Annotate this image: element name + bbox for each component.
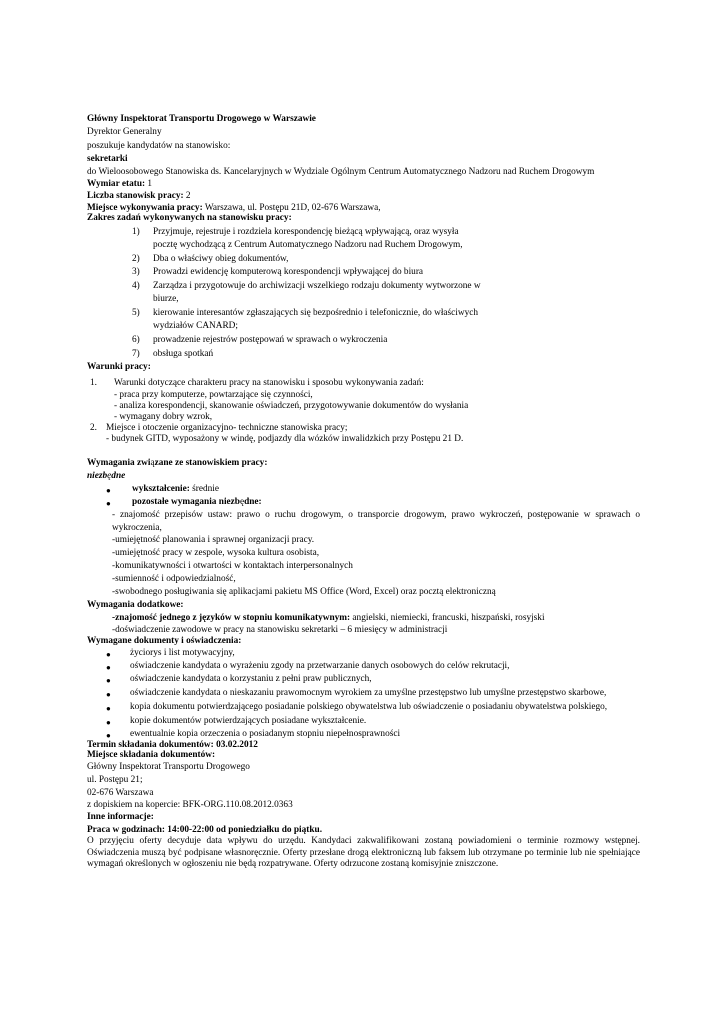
task-text: Prowadzi ewidencję komputerową korespondencji wpływającej do biura <box>153 267 424 277</box>
unit-line: do Wieloosobowego Stanowiska ds. Kancelaryjnych w Wydziale Ogólnym Centrum Automatycznego Nadzoru nad Ruchem Drogowym <box>87 167 595 177</box>
count-label: Liczba stanowisk pracy: <box>87 191 184 201</box>
document-item: oświadczenie kandydata o korzystaniu z pełni praw publicznych, <box>130 674 372 684</box>
other-info-heading: Inne informacje: <box>87 812 154 822</box>
documents-heading: Wymagane dokumenty i oświadczenia: <box>87 636 242 646</box>
document-item: oświadczenie kandydata o wyrażeniu zgody na przetwarzanie danych osobowych do celów rekrutacji, <box>130 661 510 671</box>
required-label <box>87 472 125 481</box>
condition-text: Miejsce i otoczenie organizacyjno- techniczne stanowiska pracy; <box>106 423 348 433</box>
additional-heading: Wymagania dodatkowe: <box>87 600 184 610</box>
deadline: Termin składania dokumentów: 03.02.2012 <box>87 740 258 750</box>
task-number: 7) <box>132 349 140 359</box>
other-info-note: O przyjęciu oferty decyduje data wpływu do urzędu. Kandydaci zakwalifikowani zostaną powiadomieni o terminie rozmowy wstępnej. Oświadczenia muszą być podpisane własnoręcznie. Oferty przesłane drogą elektroniczną lub faksem lub otrzymane po terminie lub nie spełniające wymagań określonych w ogłoszeniu nie będą rozpatrywane. Oferty odrzucone zostaną komisyjnie zniszczone. <box>87 836 640 870</box>
language-line <box>112 614 545 623</box>
required-label-c: dne <box>111 471 126 481</box>
language-value: angielski, niemiecki, francuski, hiszpański, rosyjski <box>350 613 545 623</box>
requirements-heading-a: Wymagania zwi <box>87 458 151 468</box>
count-line <box>87 192 191 201</box>
task-number: 5) <box>132 308 140 318</box>
task-text: Zarządza i przygotowuje do archiwizacji wszelkiego rodzaju dokumenty wytworzone w <box>153 281 481 291</box>
condition-text: Warunki dotyczące charakteru pracy na stanowisku i sposobu wykonywania zadań: <box>114 378 424 388</box>
position-title: sekretarki <box>87 154 128 164</box>
bullet-icon: ● <box>106 704 111 713</box>
task-text: obsługa spotkań <box>153 349 214 359</box>
task-number: 2) <box>132 254 140 264</box>
submission-place-heading: Miejsce składania dokumentów: <box>87 750 216 760</box>
condition-sub: - budynek GITD, wyposażony w windę, podjazdy dla wózków inwalidzkich przy Postępu 21 D. <box>106 434 464 444</box>
address-line: ul. Postępu 21; <box>87 775 143 785</box>
place-label: Miejsce wykonywania pracy: <box>87 203 203 213</box>
requirements-heading-b: ą <box>150 458 155 468</box>
requirements-heading-c: zane ze stanowiskiem pracy: <box>154 458 268 468</box>
task-text: kierowanie interesantów zgłaszających się bezpośrednio i telefonicznie, do właściwych <box>153 308 479 318</box>
work-hours: Praca w godzinach: 14:00-22:00 od poniedziałku do piątku. <box>87 825 323 835</box>
document-item: oświadczenie kandydata o nieskazaniu prawomocnym wyrokiem za umyślne przestępstwo lub umyślne przestępstwo skarbowe, <box>130 688 607 698</box>
seeking-line: poszukuje kandydatów na stanowisko: <box>87 141 231 151</box>
bullet-icon: ● <box>106 663 111 672</box>
requirements-heading <box>87 459 267 468</box>
education-value: średnie <box>189 484 220 494</box>
language-label: -znajomość jednego z języków w stopniu komunikatywnym: <box>112 613 351 623</box>
bullet-icon: ● <box>106 486 111 495</box>
knowledge-requirement: - znajomość przepisów ustaw: prawo o ruchu drogowym, o transporcie drogowym, prawo wykroczeń, postępowanie w sprawach o wykroczenia, <box>112 510 640 533</box>
education-label: wykształcenie: <box>132 484 190 494</box>
task-text: biurze, <box>153 294 179 304</box>
task-text: Dba o właściwy obieg dokumentów, <box>153 254 289 264</box>
task-number: 4) <box>132 281 140 291</box>
bullet-icon: ● <box>106 499 111 508</box>
bullet-icon: ● <box>106 650 111 659</box>
address-line: z dopiskiem na kopercie: BFK-ORG.110.08.2012.0363 <box>87 800 293 810</box>
bullet-icon: ● <box>106 718 111 727</box>
document-item: życiorys i list motywacyjny, <box>130 648 235 658</box>
task-text: prowadzenie rejestrów postępowań w sprawach o wykroczenia <box>153 335 388 345</box>
task-text: wydziałów CANARD; <box>153 321 238 331</box>
bullet-icon: ● <box>106 731 111 740</box>
document-item: ewentualnie kopia orzeczenia o posiadanym stopniu niepełnosprawności <box>130 729 401 739</box>
other-requirements-label <box>132 498 262 507</box>
task-text: Przyjmuje, rejestruje i rozdziela korespondencję bieżącą wpływającą, oraz wysyła <box>153 227 459 237</box>
other-requirements-a: pozostałe wymagania niezb <box>132 497 240 507</box>
fte-value: 1 <box>145 179 153 189</box>
condition-number: 1. <box>90 378 97 388</box>
condition-sub: - praca przy komputerze, powtarzające się czynności, <box>114 390 313 400</box>
requirement-item: -komunikatywności i otwartości w kontaktach interpersonalnych <box>112 561 353 571</box>
other-requirements-b: ę <box>239 497 245 507</box>
document-item: kopia dokumentu potwierdzającego posiadanie polskiego obywatelstwa lub oświadczenie o posiadaniu obywatelstwa polskiego, <box>130 702 608 712</box>
place-line <box>87 204 381 213</box>
document-item: kopie dokumentów potwierdzających posiadane wykształcenie. <box>130 716 367 726</box>
condition-number: 2. <box>90 423 97 433</box>
education-line <box>132 485 219 494</box>
fte-line <box>87 180 152 189</box>
task-number: 6) <box>132 335 140 345</box>
tasks-heading: Zakres zadań wykonywanych na stanowisku pracy: <box>87 213 292 223</box>
condition-sub: - analiza korespondencji, skanowanie oświadczeń, przygotowywanie dokumentów do wysłania <box>114 401 469 411</box>
director-line: Dyrektor Generalny <box>87 127 162 137</box>
task-text: pocztę wychodzącą z Centrum Automatycznego Nadzoru nad Ruchem Drogowym, <box>153 240 463 250</box>
org-title: Główny Inspektorat Transportu Drogowego w Warszawie <box>87 114 316 124</box>
count-value: 2 <box>183 191 191 201</box>
bullet-icon: ● <box>106 676 111 685</box>
condition-sub: - wymagany dobry wzrok, <box>114 412 213 422</box>
conditions-heading: Warunki pracy: <box>87 362 151 372</box>
requirement-item: -sumienność i odpowiedzialność, <box>112 574 236 584</box>
requirement-item: -umiejętność planowania i sprawnej organizacji pracy. <box>112 535 315 545</box>
experience-line: -doświadczenie zawodowe w pracy na stanowisku sekretarki – 6 miesięcy w administracji <box>112 625 448 635</box>
address-line: Główny Inspektorat Transportu Drogowego <box>87 762 250 772</box>
address-line: 02-676 Warszawa <box>87 788 154 798</box>
place-value: Warszawa, ul. Postępu 21D, 02-676 Warszawa, <box>202 203 381 213</box>
required-label-a: niezb <box>87 471 108 481</box>
required-label-b: ę <box>107 471 112 481</box>
requirement-item: -umiejętność pracy w zespole, wysoka kultura osobista, <box>112 548 320 558</box>
task-number: 3) <box>132 267 140 277</box>
fte-label: Wymiar etatu: <box>87 179 146 189</box>
task-number: 1) <box>132 227 140 237</box>
other-requirements-c: dne: <box>244 497 262 507</box>
bullet-icon: ● <box>106 690 111 699</box>
requirement-item: -swobodnego posługiwania się aplikacjami pakietu MS Office (Word, Excel) oraz pocztą elektroniczną <box>112 587 496 597</box>
